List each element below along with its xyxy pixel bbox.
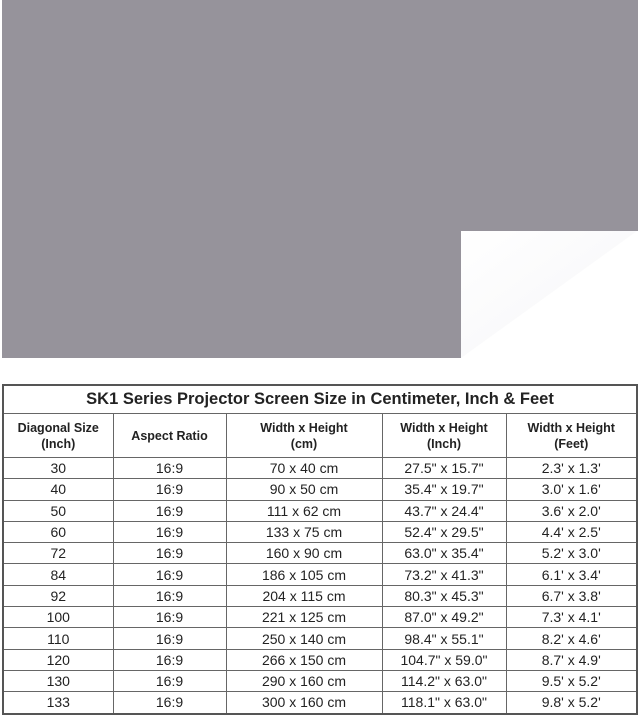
table-row	[3, 543, 637, 564]
table-cell: 2.3' x 1.3'	[506, 458, 637, 479]
table-cell: 30	[3, 458, 113, 479]
table-cell: 5.2' x 3.0'	[506, 543, 637, 564]
table-cell: 204 x 115 cm	[226, 585, 382, 606]
column-header-line: (Inch)	[41, 436, 76, 451]
table-cell: 16:9	[113, 692, 226, 714]
table-cell: 3.0' x 1.6'	[506, 479, 637, 500]
table-cell: 8.7' x 4.9'	[506, 649, 637, 670]
table-cell: 100	[3, 607, 113, 628]
column-header-line: Width x Height	[260, 420, 348, 435]
table-title: SK1 Series Projector Screen Size in Centimeter, Inch & Feet	[3, 385, 637, 414]
column-header-line: (cm)	[290, 436, 318, 451]
column-header	[506, 414, 637, 458]
table-row	[3, 521, 637, 542]
table-cell: 221 x 125 cm	[226, 607, 382, 628]
table-row	[3, 564, 637, 585]
table-cell: 27.5" x 15.7"	[382, 458, 506, 479]
table-row	[3, 585, 637, 606]
table-row	[3, 458, 637, 479]
table-cell: 92	[3, 585, 113, 606]
table-cell: 130	[3, 670, 113, 691]
table-cell: 50	[3, 500, 113, 521]
table-cell: 300 x 160 cm	[226, 692, 382, 714]
table-cell: 63.0" x 35.4"	[382, 543, 506, 564]
table-cell: 250 x 140 cm	[226, 628, 382, 649]
table-cell: 3.6' x 2.0'	[506, 500, 637, 521]
table-cell: 110	[3, 628, 113, 649]
table-cell: 6.7' x 3.8'	[506, 585, 637, 606]
table-cell: 16:9	[113, 500, 226, 521]
table-row	[3, 479, 637, 500]
table-cell: 72	[3, 543, 113, 564]
column-header-line: (Inch)	[426, 436, 462, 451]
table-cell: 111 x 62 cm	[226, 500, 382, 521]
peeled-corner	[461, 231, 637, 358]
table-cell: 70 x 40 cm	[226, 458, 382, 479]
table-cell: 118.1" x 63.0"	[382, 692, 506, 714]
table-cell: 6.1' x 3.4'	[506, 564, 637, 585]
table-cell: 9.5' x 5.2'	[506, 670, 637, 691]
table-cell: 9.8' x 5.2'	[506, 692, 637, 714]
table-cell: 133 x 75 cm	[226, 521, 382, 542]
column-header-line: Aspect Ratio	[131, 428, 208, 443]
table-cell: 80.3" x 45.3"	[382, 585, 506, 606]
column-header	[382, 414, 506, 458]
table-cell: 16:9	[113, 521, 226, 542]
screen-surface	[2, 0, 638, 358]
table-cell: 84	[3, 564, 113, 585]
table-row	[3, 500, 637, 521]
table-cell: 120	[3, 649, 113, 670]
column-header	[226, 414, 382, 458]
table-cell: 16:9	[113, 458, 226, 479]
table-cell: 160 x 90 cm	[226, 543, 382, 564]
table-cell: 8.2' x 4.6'	[506, 628, 637, 649]
table-cell: 16:9	[113, 670, 226, 691]
table-row	[3, 649, 637, 670]
column-header-line: Width x Height	[527, 420, 615, 435]
table-cell: 114.2" x 63.0"	[382, 670, 506, 691]
table-cell: 16:9	[113, 607, 226, 628]
table-row	[3, 607, 637, 628]
table-cell: 4.4' x 2.5'	[506, 521, 637, 542]
column-header-line: (Feet)	[554, 436, 589, 451]
table-cell: 35.4" x 19.7"	[382, 479, 506, 500]
column-header-line: Width x Height	[400, 420, 488, 435]
table-cell: 16:9	[113, 564, 226, 585]
size-table	[2, 384, 638, 715]
table-cell: 16:9	[113, 649, 226, 670]
table-cell: 60	[3, 521, 113, 542]
table-cell: 16:9	[113, 628, 226, 649]
table-row	[3, 670, 637, 691]
table-cell: 186 x 105 cm	[226, 564, 382, 585]
column-header-line: Diagonal Size	[17, 420, 99, 435]
table-cell: 7.3' x 4.1'	[506, 607, 637, 628]
table-cell: 43.7" x 24.4"	[382, 500, 506, 521]
table-cell: 98.4" x 55.1"	[382, 628, 506, 649]
table-cell: 90 x 50 cm	[226, 479, 382, 500]
table-cell: 52.4" x 29.5"	[382, 521, 506, 542]
table-row	[3, 692, 637, 714]
table-cell: 16:9	[113, 543, 226, 564]
column-header	[3, 414, 113, 458]
table-cell: 16:9	[113, 585, 226, 606]
column-header	[113, 414, 226, 458]
table-cell: 16:9	[113, 479, 226, 500]
table-cell: 73.2" x 41.3"	[382, 564, 506, 585]
table-cell: 133	[3, 692, 113, 714]
table-row	[3, 628, 637, 649]
table-cell: 87.0" x 49.2"	[382, 607, 506, 628]
table-cell: 290 x 160 cm	[226, 670, 382, 691]
table-cell: 40	[3, 479, 113, 500]
table-cell: 266 x 150 cm	[226, 649, 382, 670]
table-cell: 104.7" x 59.0"	[382, 649, 506, 670]
